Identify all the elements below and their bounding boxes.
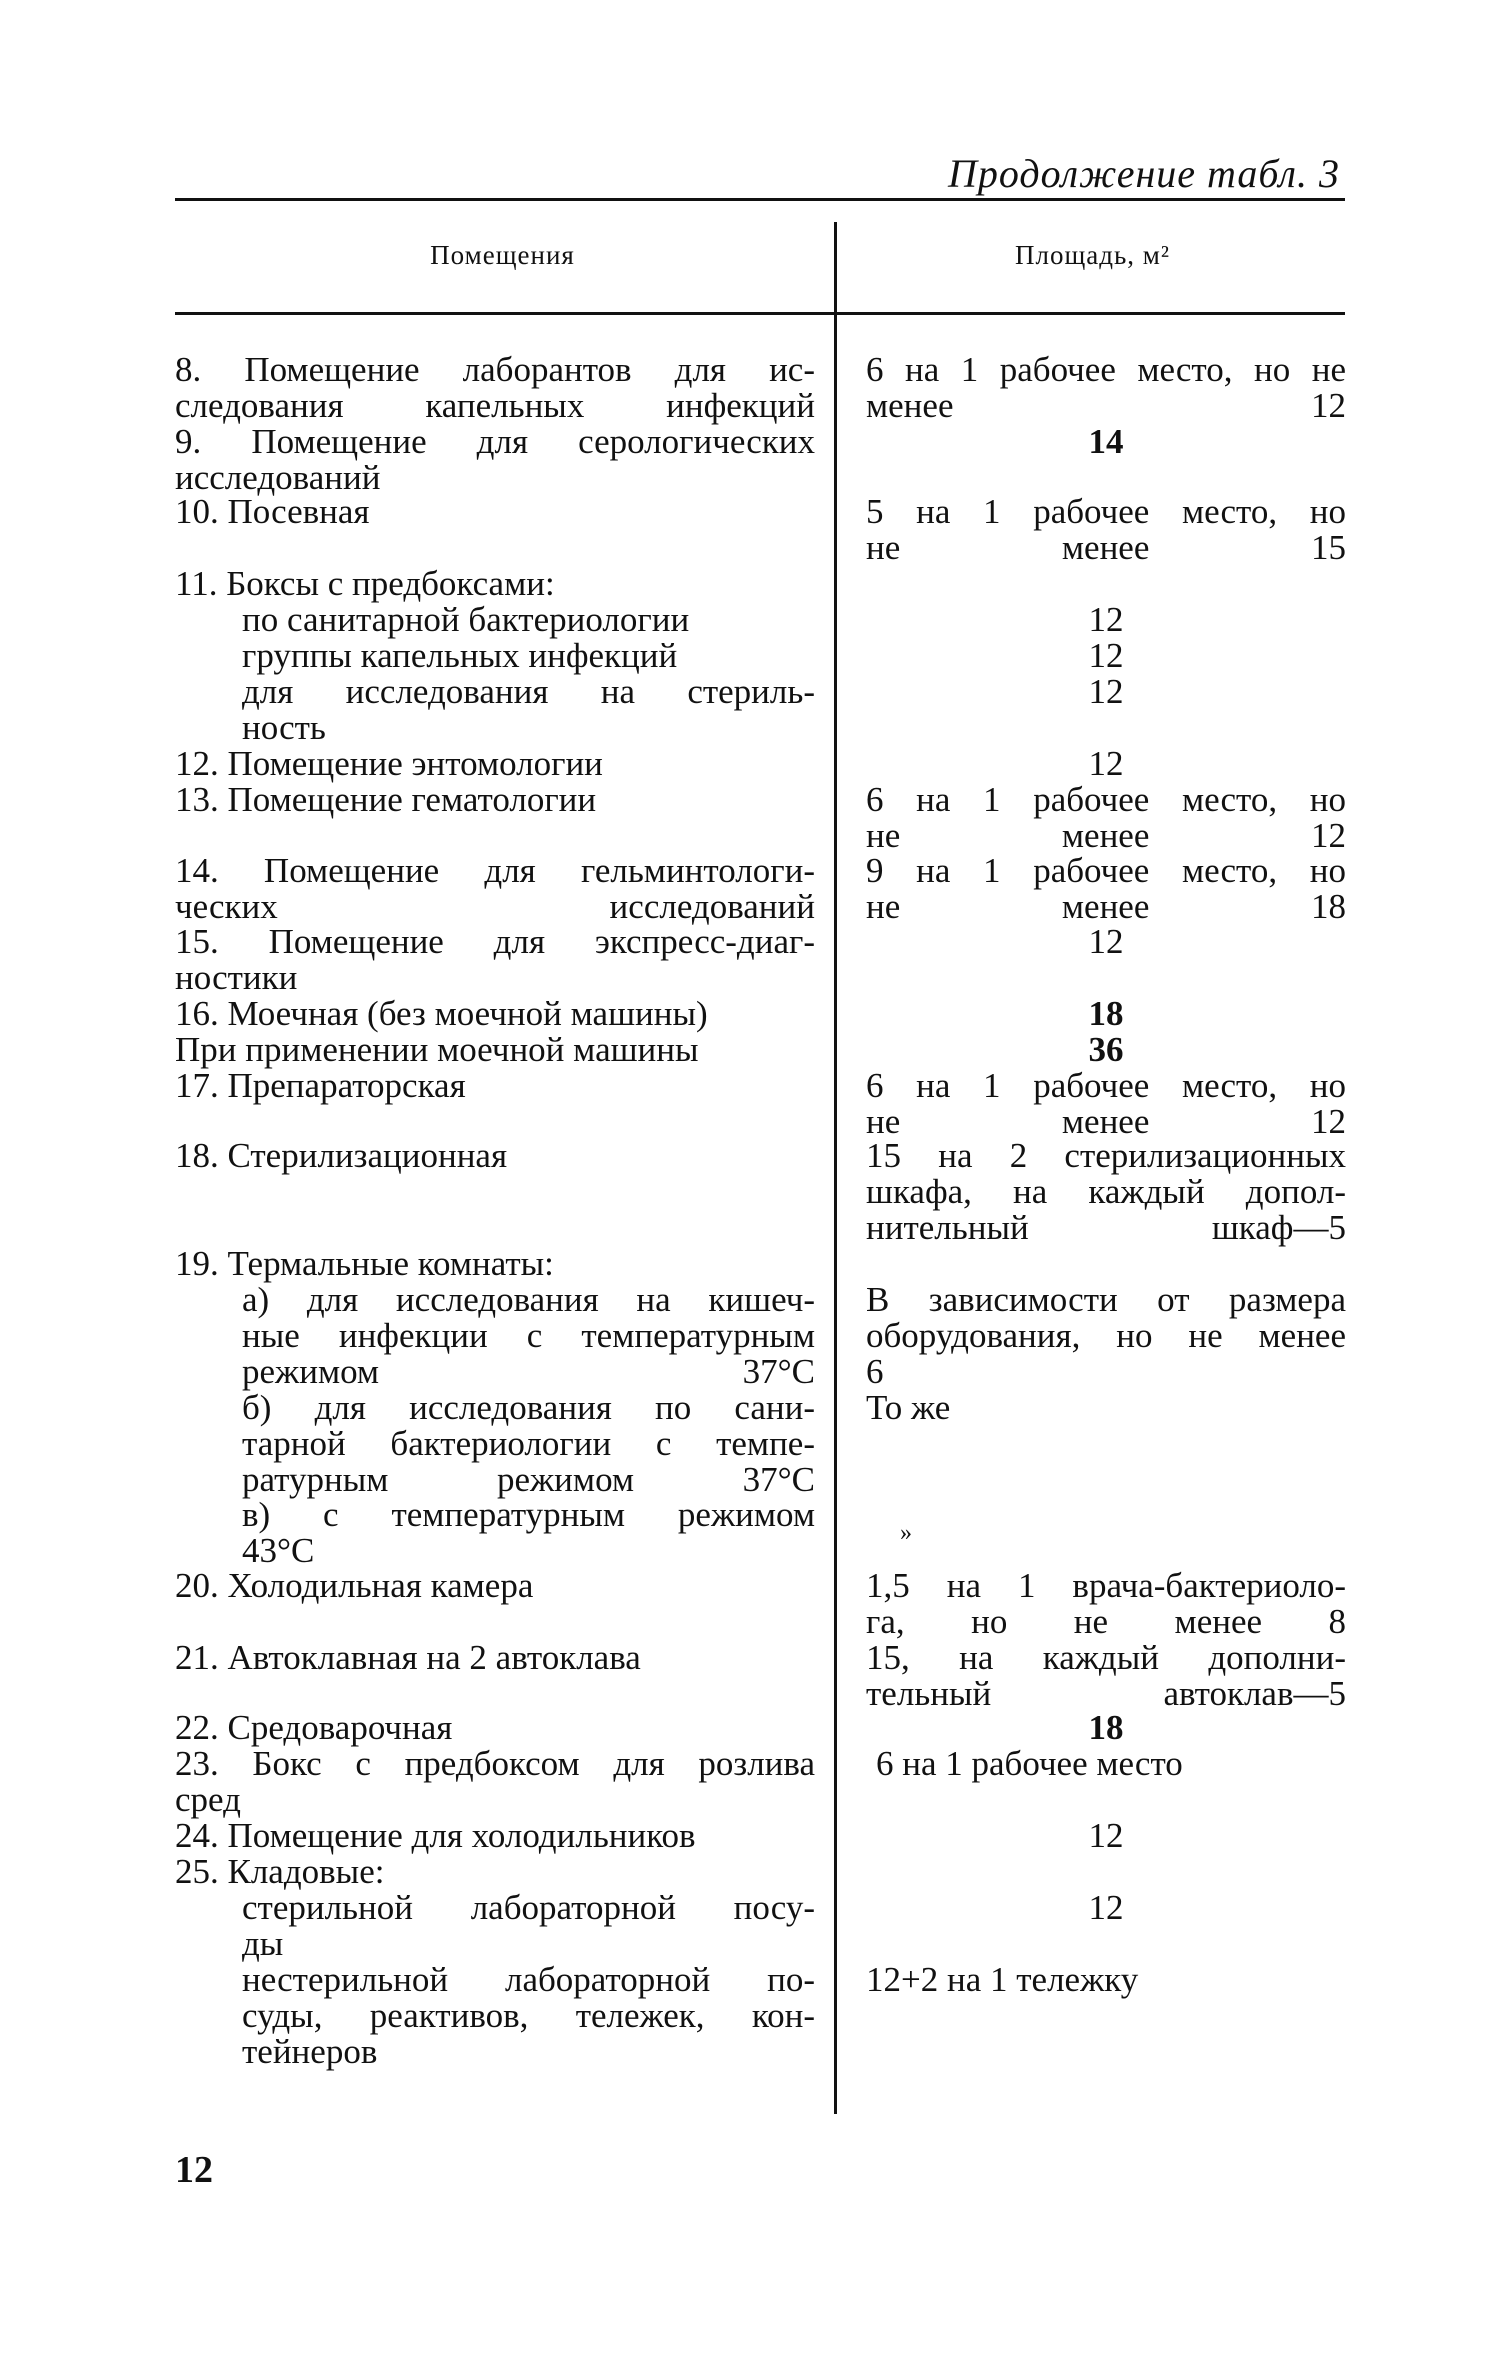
room-20: 20. Холодильная камера <box>175 1566 534 1605</box>
column-header-area: Площадь, м² <box>1015 240 1170 270</box>
area-18: 15 на 2 стерилизационных шкафа, на каждый допол- нительный шкаф—5 <box>866 1136 1346 1247</box>
room-9: 9. Помещение для серологических исследований <box>175 422 815 497</box>
area-21: 15, на каждый дополни- тельный автоклав—5 <box>866 1638 1346 1713</box>
room-25-sterile: стерильной лабораторной посу- ды <box>242 1888 815 1963</box>
room-11-sub-sterility: для исследования на стериль- ность <box>242 672 815 747</box>
area-14: 9 на 1 рабочее место, но не менее 18 <box>866 851 1346 926</box>
room-25-nonsterile: нестерильной лабораторной по- суды, реактивов, тележек, кон- тейнеров <box>242 1960 815 2071</box>
area-11-sterility: 12 <box>1088 672 1124 711</box>
room-14: 14. Помещение для гельминтологи- ческих исследований <box>175 851 815 926</box>
room-11: 11. Боксы с предбоксами: <box>175 564 555 603</box>
area-22: 18 <box>1088 1708 1124 1747</box>
room-24: 24. Помещение для холодильников <box>175 1816 696 1855</box>
area-17: 6 на 1 рабочее место, но не менее 12 <box>866 1066 1346 1141</box>
area-12: 12 <box>1088 744 1124 783</box>
room-22: 22. Средоварочная <box>175 1708 453 1747</box>
area-20: 1,5 на 1 врача-бактериоло- га, но не менее 8 <box>866 1566 1346 1641</box>
area-11-droplet: 12 <box>1088 636 1124 675</box>
area-15: 12 <box>1088 922 1124 961</box>
room-25: 25. Кладовые: <box>175 1852 385 1891</box>
area-9: 14 <box>1088 422 1124 461</box>
room-18: 18. Стерилизационная <box>175 1136 508 1175</box>
column-header-rooms: Помещения <box>430 240 575 270</box>
area-25-sterile: 12 <box>1088 1888 1124 1927</box>
room-23: 23. Бокс с предбоксом для розлива сред <box>175 1744 815 1819</box>
room-13: 13. Помещение гематологии <box>175 780 597 819</box>
area-24: 12 <box>1088 1816 1124 1855</box>
room-16: 16. Моечная (без моечной машины) <box>175 994 708 1033</box>
room-19: 19. Термальные комнаты: <box>175 1244 554 1283</box>
area-13: 6 на 1 рабочее место, но не менее 12 <box>866 780 1346 855</box>
room-19-c: в) с температурным режимом 43°С <box>242 1495 815 1570</box>
room-19-b: б) для исследования по сани- тарной бактериологии с темпе- ратурным режимом 37°С <box>242 1388 815 1499</box>
room-12: 12. Помещение энтомологии <box>175 744 603 783</box>
header-top-rule <box>175 198 1345 201</box>
area-23: 6 на 1 рабочее место <box>876 1744 1183 1783</box>
table-continuation-caption: Продолжение табл. 3 <box>947 151 1340 196</box>
area-16-alt: 36 <box>1088 1030 1124 1069</box>
area-8: 6 на 1 рабочее место, но не менее 12 <box>866 350 1346 425</box>
room-17: 17. Препараторская <box>175 1066 466 1105</box>
page-number: 12 <box>175 2149 213 2191</box>
area-16: 18 <box>1088 994 1124 1033</box>
room-16-alt: При применении моечной машины <box>175 1030 699 1069</box>
header-bottom-rule <box>175 312 1345 315</box>
area-19-c-ditto: » <box>900 1520 912 1546</box>
room-19-a: а) для исследования на кишеч- ные инфекции с температурным режимом 37°С <box>242 1280 815 1391</box>
area-10: 5 на 1 рабочее место, но не менее 15 <box>866 492 1346 567</box>
room-21: 21. Автоклавная на 2 автоклава <box>175 1638 641 1677</box>
area-25-nonsterile: 12+2 на 1 тележку <box>866 1960 1139 1999</box>
area-19-b: То же <box>866 1388 951 1427</box>
room-11-sub-droplet: группы капельных инфекций <box>242 636 678 675</box>
room-10: 10. Посевная <box>175 492 370 531</box>
column-divider <box>834 222 837 2114</box>
room-11-sub-sanitary: по санитарной бактериологии <box>242 600 690 639</box>
room-8: 8. Помещение лаборантов для ис- следования капельных инфекций <box>175 350 815 425</box>
area-11-sanitary: 12 <box>1088 600 1124 639</box>
room-15: 15. Помещение для экспресс-диаг- ностики <box>175 922 815 997</box>
area-19-a: В зависимости от размера оборудования, но не менее 6 <box>866 1280 1346 1391</box>
